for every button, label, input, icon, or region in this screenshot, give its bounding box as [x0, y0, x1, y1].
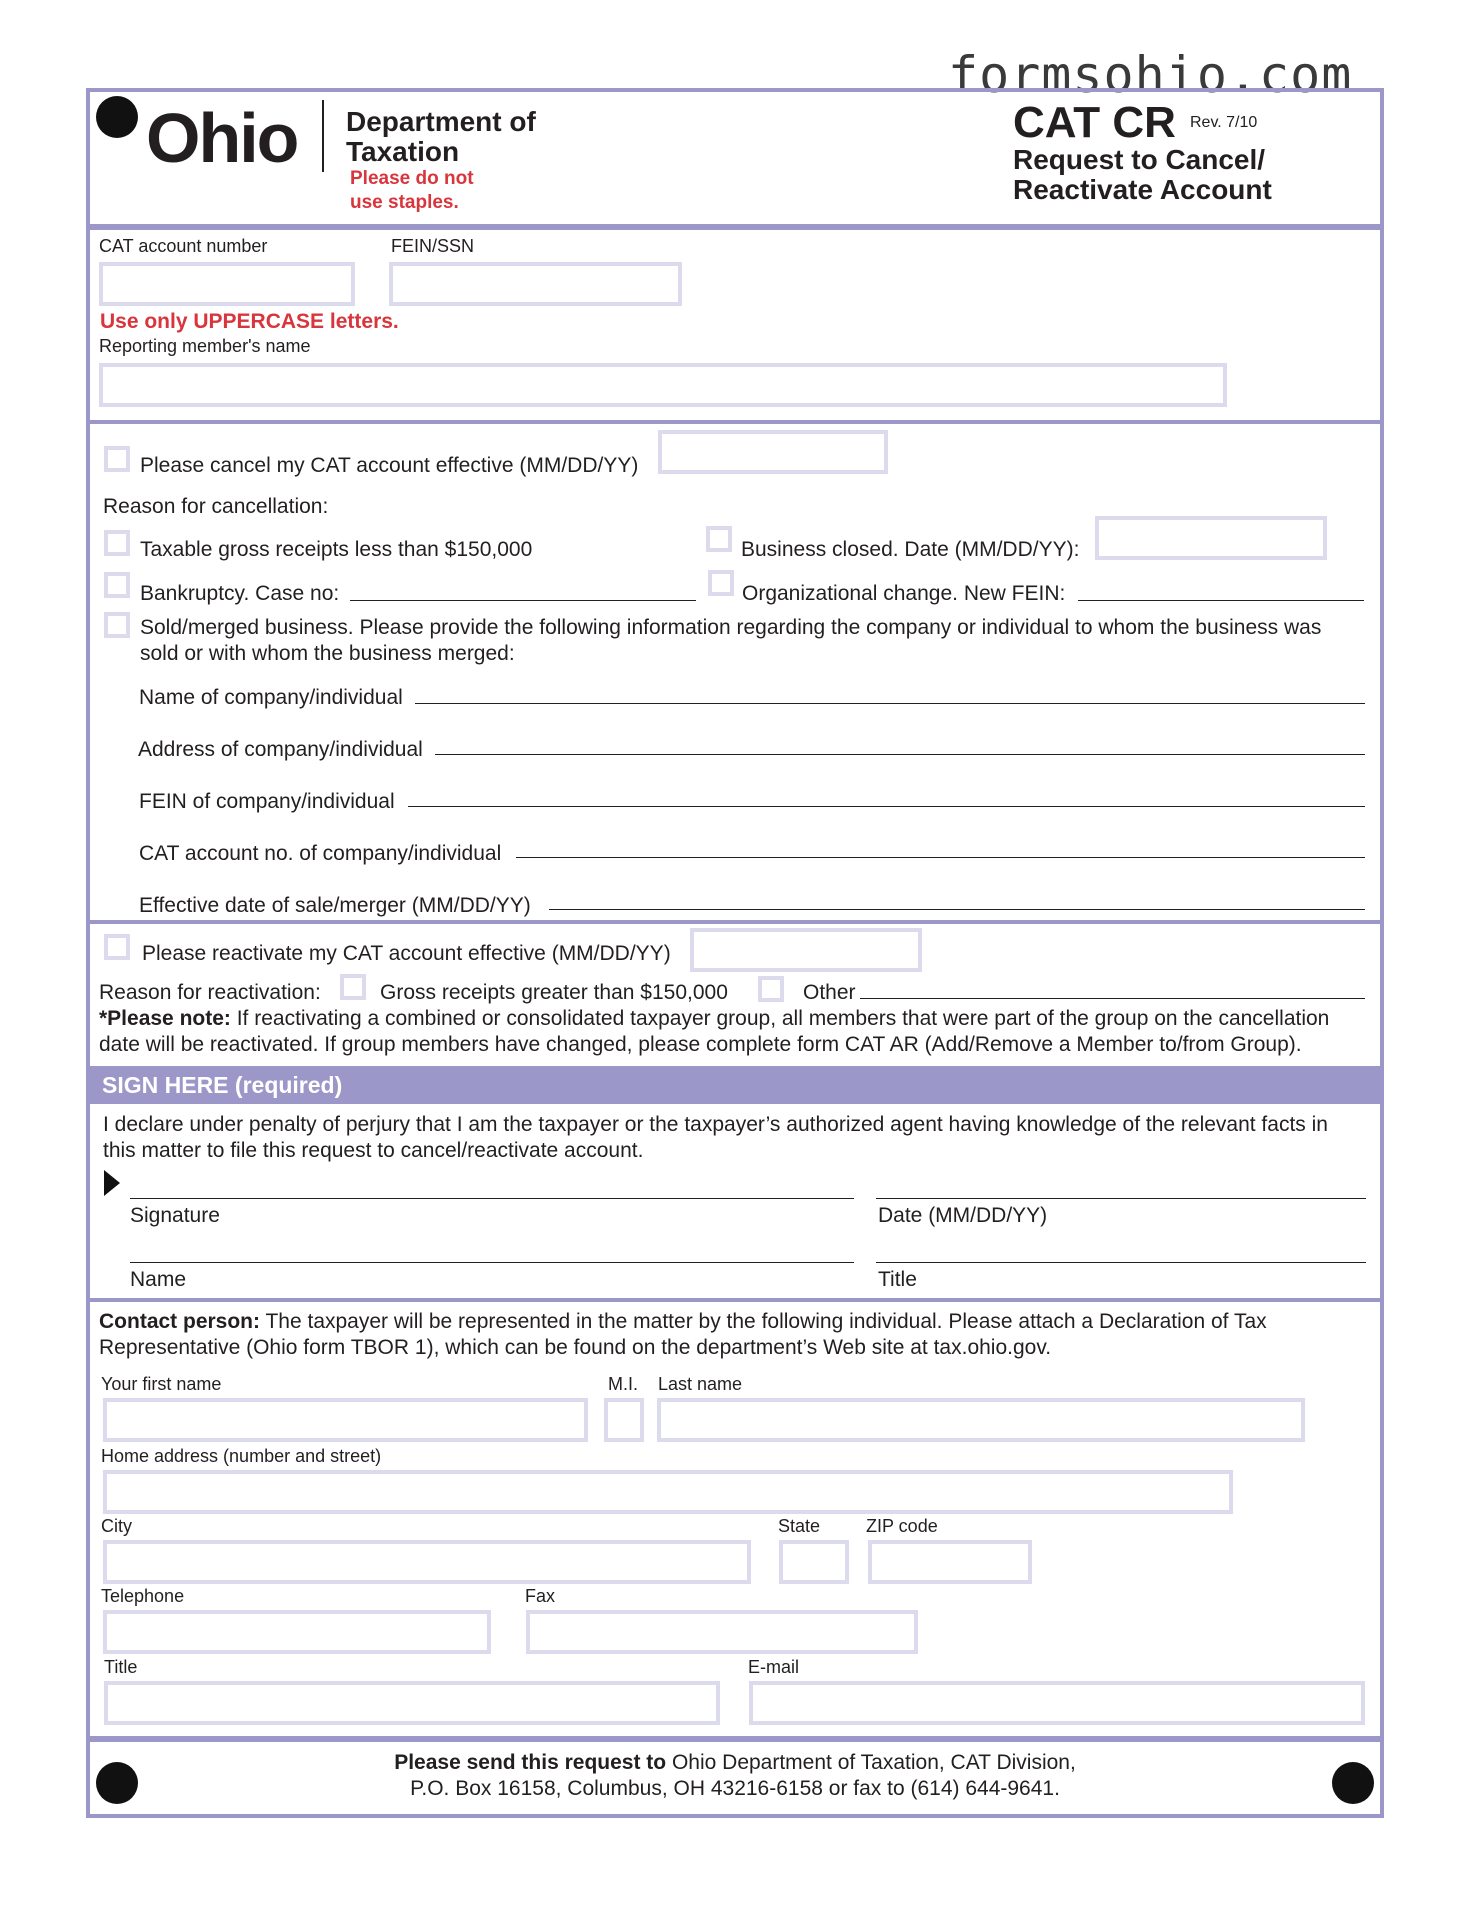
declaration-line1: I declare under penalty of perjury that I am the taxpayer or the taxpayer’s authorized agent having knowledge of the relevant facts in — [103, 1113, 1328, 1136]
sign-name-label: Name — [130, 1268, 187, 1291]
section-divider — [86, 1298, 1384, 1302]
contact-intro-line2: Representative (Ohio form TBOR 1), which can be found on the department’s Web site at tax.ohio.gov. — [99, 1336, 1052, 1359]
reactivation-note-line1 — [99, 1007, 1329, 1031]
business-closed-label: Business closed. Date (MM/DD/YY): — [741, 538, 1080, 561]
sign-name-line[interactable] — [130, 1262, 854, 1263]
first-name-input[interactable] — [103, 1398, 588, 1442]
sign-date-line[interactable] — [876, 1198, 1366, 1199]
sign-title-line[interactable] — [876, 1262, 1366, 1263]
ohio-logo: Ohio — [146, 99, 298, 177]
form-code: CAT CR — [1013, 98, 1176, 147]
mi-label: M.I. — [608, 1374, 638, 1394]
company-name-label: Name of company/individual — [139, 686, 403, 709]
business-closed-date-input[interactable] — [1095, 516, 1327, 560]
company-cat-line[interactable] — [516, 857, 1365, 858]
section-divider — [86, 1736, 1384, 1742]
contact-title-input[interactable] — [104, 1681, 720, 1725]
bankruptcy-label: Bankruptcy. Case no: — [140, 582, 340, 605]
company-address-line[interactable] — [435, 754, 1365, 755]
staples-notice-line1: Please do not — [350, 168, 474, 189]
sold-merged-label-line1: Sold/merged business. Please provide the following information regarding the company or individual to whom the business was — [140, 616, 1322, 639]
last-name-input[interactable] — [657, 1398, 1305, 1442]
last-name-label: Last name — [658, 1374, 743, 1394]
other-reason-line[interactable] — [860, 998, 1365, 999]
reactivation-note-line2: date will be reactivated. If group members have changed, please complete form CAT AR (Add/Remove a Member to/from Group). — [99, 1033, 1302, 1056]
department-name-line1: Department of — [346, 106, 536, 137]
home-address-input[interactable] — [103, 1470, 1233, 1514]
mailing-instructions — [86, 1750, 1384, 1802]
cancel-label: Please cancel my CAT account effective (MM/DD/YY) — [140, 454, 639, 477]
reason-heading: Reason for cancellation: — [103, 495, 329, 518]
fein-ssn-label: FEIN/SSN — [391, 236, 475, 256]
uppercase-notice: Use only UPPERCASE letters. — [100, 310, 399, 333]
telephone-label: Telephone — [101, 1586, 185, 1606]
cancel-checkbox[interactable] — [104, 446, 130, 472]
revision: Rev. 7/10 — [1190, 114, 1258, 131]
contact-intro-bold: Contact person: — [99, 1310, 261, 1333]
taxable-label: Taxable gross receipts less than $150,000 — [140, 538, 533, 561]
org-change-label: Organizational change. New FEIN: — [742, 582, 1066, 605]
bankruptcy-checkbox[interactable] — [104, 572, 130, 598]
contact-intro-line1 — [99, 1310, 1267, 1334]
section-divider — [86, 920, 1384, 924]
telephone-input[interactable] — [103, 1610, 491, 1654]
contact-title-label: Title — [104, 1657, 138, 1677]
section-divider — [86, 420, 1384, 424]
city-label: City — [101, 1516, 132, 1536]
reactivate-date-input[interactable] — [690, 928, 922, 972]
fein-ssn-input[interactable] — [389, 262, 682, 306]
company-address-label: Address of company/individual — [138, 738, 423, 761]
punch-hole-icon — [96, 96, 138, 138]
reactivate-checkbox[interactable] — [104, 934, 130, 960]
sign-date-label: Date (MM/DD/YY) — [878, 1204, 1048, 1227]
signature-line[interactable] — [130, 1198, 854, 1199]
declaration-line2: this matter to file this request to cancel/reactivate account. — [103, 1139, 644, 1162]
other-reason-label: Other — [803, 981, 856, 1004]
member-name-input[interactable] — [99, 363, 1227, 407]
department-name-line2: Taxation — [346, 136, 460, 167]
email-input[interactable] — [749, 1681, 1365, 1725]
form-title-line2: Reactivate Account — [1013, 174, 1272, 205]
new-fein-line[interactable] — [1078, 600, 1364, 601]
other-reason-checkbox[interactable] — [758, 976, 784, 1002]
gross-receipts-label: Gross receipts greater than $150,000 — [380, 981, 728, 1004]
first-name-label: Your first name — [101, 1374, 222, 1394]
mailing-bold: Please send this request to — [394, 1751, 667, 1774]
company-fein-line[interactable] — [408, 806, 1365, 807]
sold-merged-checkbox[interactable] — [104, 612, 130, 638]
fax-input[interactable] — [526, 1610, 918, 1654]
state-input[interactable] — [779, 1540, 849, 1584]
sold-merged-label-line2: sold or with whom the business merged: — [140, 642, 515, 665]
reactivation-reason-label: Reason for reactivation: — [99, 981, 321, 1004]
effective-date-line[interactable] — [549, 909, 1365, 910]
watermark: formsohio.com — [948, 46, 1353, 104]
sign-here-heading: SIGN HERE (required) — [102, 1072, 343, 1098]
zip-input[interactable] — [868, 1540, 1032, 1584]
company-fein-label: FEIN of company/individual — [139, 790, 395, 813]
cat-account-label: CAT account number — [99, 236, 268, 256]
mi-input[interactable] — [604, 1398, 644, 1442]
cat-account-input[interactable] — [99, 262, 355, 306]
member-name-label: Reporting member's name — [99, 336, 311, 356]
bankruptcy-case-line[interactable] — [350, 600, 696, 601]
sign-here-bar — [86, 1066, 1384, 1104]
staples-notice-line2: use staples. — [350, 192, 459, 213]
zip-label: ZIP code — [866, 1516, 938, 1536]
email-label: E-mail — [748, 1657, 800, 1677]
sign-arrow-icon — [104, 1170, 120, 1196]
signature-label: Signature — [130, 1204, 220, 1227]
effective-date-label: Effective date of sale/merger (MM/DD/YY) — [139, 894, 531, 917]
note-bold: *Please note: — [99, 1007, 231, 1030]
state-label: State — [778, 1516, 821, 1536]
fax-label: Fax — [525, 1586, 556, 1606]
contact-intro-text: The taxpayer will be represented in the matter by the following individual. Please attach a Declaration of Tax — [260, 1310, 1267, 1333]
reactivate-label: Please reactivate my CAT account effective (MM/DD/YY) — [142, 942, 671, 965]
company-name-line[interactable] — [415, 703, 1365, 704]
sign-title-label: Title — [878, 1268, 917, 1291]
cancel-date-input[interactable] — [658, 430, 888, 474]
mailing-line2: P.O. Box 16158, Columbus, OH 43216-6158 or fax to (614) 644-9641. — [410, 1777, 1060, 1800]
company-cat-label: CAT account no. of company/individual — [139, 842, 502, 865]
org-change-checkbox[interactable] — [708, 570, 734, 596]
business-closed-checkbox[interactable] — [706, 526, 732, 552]
section-divider — [86, 224, 1384, 230]
logo-divider — [322, 100, 324, 172]
city-input[interactable] — [103, 1540, 751, 1584]
note-text: If reactivating a combined or consolidated taxpayer group, all members that were part of the group on the cancellation — [230, 1007, 1330, 1030]
gross-receipts-checkbox[interactable] — [340, 974, 366, 1000]
home-address-label: Home address (number and street) — [101, 1446, 382, 1466]
mailing-line1 — [86, 1750, 1384, 1776]
taxable-checkbox[interactable] — [104, 530, 130, 556]
mailing-text: Ohio Department of Taxation, CAT Division, — [666, 1751, 1076, 1774]
form-title-line1: Request to Cancel/ — [1013, 144, 1266, 175]
